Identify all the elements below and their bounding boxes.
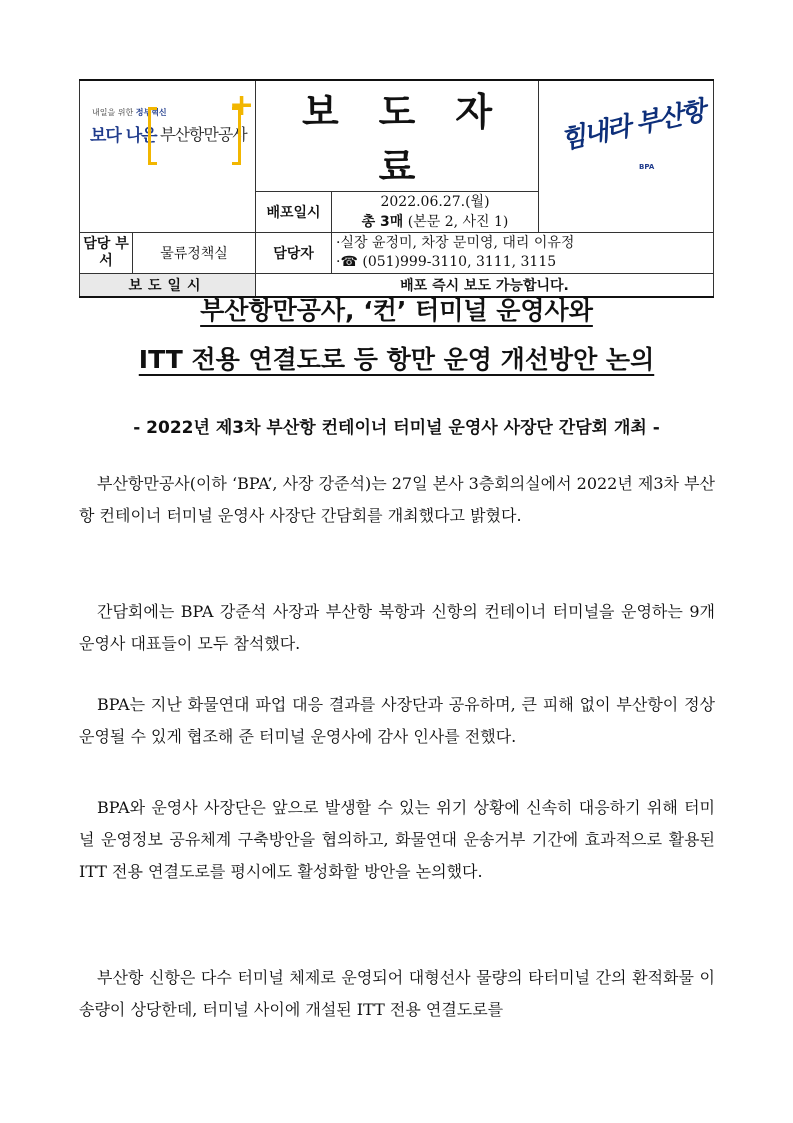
department-label: 담당 부서 xyxy=(80,233,133,273)
subtitle: - 2022년 제3차 부산항 컨테이너 터미널 운영사 사장단 간담회 개최 - xyxy=(133,418,660,438)
contact-phone-line: ·☎ (051)999-3110, 3111, 3115 xyxy=(336,254,557,270)
body-paragraph: 부산항 신항은 다수 터미널 체제로 운영되어 대형선사 물량의 타터미널 간의 환적화물 이송량이 상당한데, 터미널 사이에 개설된 ITT 전용 연결도로를 xyxy=(79,968,715,1019)
slogan-logo xyxy=(539,80,714,233)
body-paragraph: 부산항만공사(이하 ‘BPA’, 사장 강준석)는 27일 본사 3층회의실에서 2022년 제3차 부산항 컨테이너 터미널 운영사 사장단 간담회를 개최했다고 밝혔다. xyxy=(79,474,715,525)
distribution-info xyxy=(332,192,539,233)
bpa-logo xyxy=(80,80,256,233)
contact-info xyxy=(332,233,714,274)
plus-icon: + xyxy=(229,88,255,123)
department-row xyxy=(80,233,256,274)
release-time-label: 보도일시 xyxy=(80,274,256,298)
document-title: 보도자료 xyxy=(256,80,539,192)
body-paragraph: 간담회에는 BPA 강준석 사장과 부산항 북항과 신항의 컨테이너 터미널을 운영하는 9개 운영사 대표들이 모두 참석했다. xyxy=(79,602,715,653)
logo-org-name: 부산항만공사 xyxy=(160,125,247,144)
distribution-date: 2022.06.27.(월) xyxy=(380,194,490,210)
headline-line-2: ITT 전용 연결도로 등 항만 운영 개선방안 논의 xyxy=(138,345,655,374)
contact-people: ·실장 윤정미, 차장 문미영, 대리 이유정 xyxy=(336,235,575,251)
body-paragraph: BPA와 운영사 사장단은 앞으로 발생할 수 있는 위기 상황에 신속히 대응하기 위해 터미널 운영정보 공유체계 구축방안을 협의하고, 화물연대 운송거부 기간에 효과적으로 활용된 ITT 전용 연결도로를 평시에도 활성화할 방안을 논의했다. xyxy=(79,798,715,881)
contact-phone: (051)999-3110, 3111, 3115 xyxy=(362,254,557,270)
logo-bracket-left xyxy=(148,107,157,165)
distribution-label: 배포일시 xyxy=(256,192,332,233)
logo-slogan: 보다 나은 xyxy=(90,126,157,146)
page-count: 총 3매 (본문 2, 사진 1) xyxy=(361,214,509,230)
phone-icon: ☎ xyxy=(340,254,358,270)
slogan-bpa-mark: BPA xyxy=(639,163,655,171)
body-paragraph: BPA는 지난 화물연대 파업 대응 결과를 사장단과 공유하며, 큰 피해 없이 부산항이 정상 운영될 수 있게 협조해 준 터미널 운영사에 감사 인사를 전했다. xyxy=(79,695,715,746)
slogan-text: 힘내라 부산항 xyxy=(558,96,707,156)
department-value: 물류정책실 xyxy=(160,246,228,262)
contact-label: 담당자 xyxy=(256,233,332,274)
header-table xyxy=(79,79,714,298)
logo-tagline: 내일을 위한 정부혁신 xyxy=(92,108,167,117)
headline-line-1: 부산항만공사, ‘컨’ 터미널 운영사와 xyxy=(200,296,593,325)
release-time-value: 배포 즉시 보도 가능합니다. xyxy=(256,274,714,298)
